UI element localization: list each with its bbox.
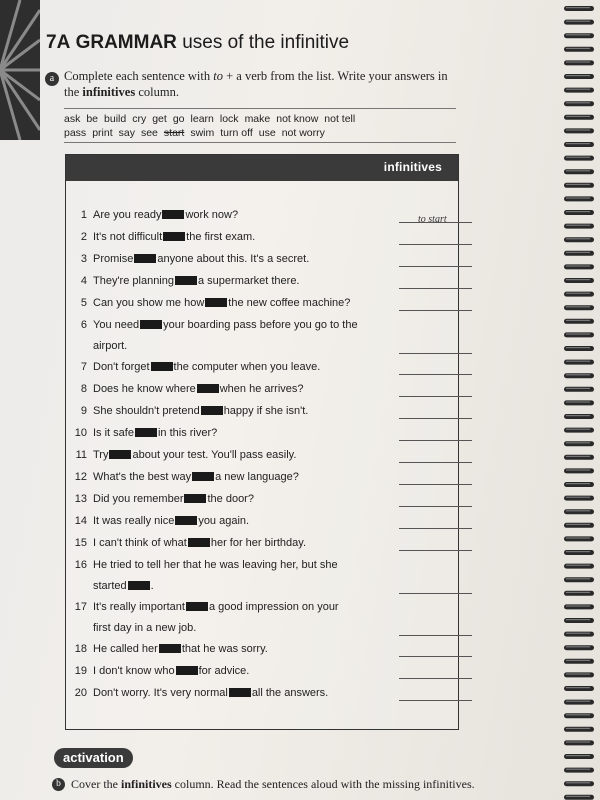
spiral-coil-highlight (566, 252, 590, 253)
instr-a-infinitives: infinitives (82, 85, 136, 99)
exercise-b-badge: b (52, 778, 65, 791)
spiral-coil (564, 305, 594, 310)
word-list-top-rule (64, 108, 456, 109)
spiral-coil-highlight (566, 660, 590, 661)
item-number: 18 (74, 643, 87, 655)
answer-line[interactable] (399, 396, 472, 397)
item-sentence (93, 293, 359, 314)
word-option: build (104, 113, 127, 125)
spiral-coil-highlight (566, 197, 590, 198)
redacted-blank (229, 688, 251, 697)
spiral-coil (564, 428, 594, 433)
word-option: pass (64, 127, 87, 139)
word-option: see (140, 127, 158, 139)
spiral-coil-highlight (566, 592, 590, 593)
answer-line[interactable] (399, 700, 472, 701)
spiral-coil (564, 645, 594, 650)
redacted-blank (163, 232, 185, 241)
sentence-part: Don't forget (93, 361, 150, 373)
answer-line[interactable] (399, 353, 472, 354)
sentence-part: the new coffee machine? (228, 297, 351, 309)
item-number: 8 (80, 383, 87, 395)
item-number: 10 (74, 427, 87, 439)
spiral-coil-highlight (566, 469, 590, 470)
word-option: swim (190, 127, 215, 139)
item-number: 9 (80, 405, 87, 417)
spiral-coil (564, 251, 594, 256)
spiral-coil-highlight (566, 741, 590, 742)
spiral-coil (564, 700, 594, 705)
item-sentence (93, 401, 359, 422)
spiral-coil (564, 292, 594, 297)
spiral-coil-highlight (566, 265, 590, 266)
sentence-part: Did you remember (93, 493, 184, 505)
spiral-coil (564, 768, 594, 773)
sentence-part: a new language? (215, 471, 299, 483)
item-number: 19 (74, 665, 87, 677)
spiral-coil (564, 604, 594, 609)
spiral-coil-highlight (566, 578, 590, 579)
title-code: 7A (46, 32, 71, 53)
redacted-blank (176, 666, 198, 675)
spiral-coil-highlight (566, 769, 590, 770)
exercise-a-badge: a (45, 72, 59, 86)
sentence-part: when he arrives? (219, 383, 304, 395)
answer-line[interactable] (399, 418, 472, 419)
answer-line[interactable] (399, 678, 472, 679)
word-option: start (163, 127, 185, 139)
word-option: make (244, 113, 271, 125)
item-sentence (93, 511, 359, 532)
instr-a-part: Complete each sentence with (64, 69, 214, 83)
spiral-coil-highlight (566, 21, 590, 22)
spiral-coil (564, 509, 594, 514)
word-option: turn off (220, 127, 253, 139)
spiral-coil-highlight (566, 143, 590, 144)
sentence-part: in this river? (157, 427, 218, 439)
item-sentence (93, 249, 359, 270)
spiral-coil-highlight (566, 61, 590, 62)
spiral-coil (564, 60, 594, 65)
word-option: be (86, 113, 99, 125)
item-sentence (93, 379, 359, 400)
spiral-coil-highlight (566, 701, 590, 702)
word-list-bottom-rule (64, 142, 456, 143)
item-sentence (93, 271, 359, 292)
spiral-coil (564, 88, 594, 93)
sentence-part: Promise (93, 253, 134, 265)
sentence-part: for advice. (198, 665, 250, 677)
word-option: not worry (281, 127, 325, 139)
sentence-part: It was really nice (93, 515, 175, 527)
instr-a-to: to (213, 69, 223, 83)
answer-line[interactable] (399, 440, 472, 441)
spiral-coil-highlight (566, 116, 590, 117)
spiral-coil-highlight (566, 170, 590, 171)
spiral-coil (564, 591, 594, 596)
sentence-part: a good impression on your first day in a new job. (93, 601, 339, 634)
redacted-blank (109, 450, 131, 459)
spiral-coil-highlight (566, 442, 590, 443)
spiral-coil-highlight (566, 415, 590, 416)
redacted-blank (135, 428, 157, 437)
spiral-coil (564, 577, 594, 582)
item-number: 13 (74, 493, 87, 505)
redacted-blank (175, 276, 197, 285)
spiral-coil (564, 400, 594, 405)
spiral-coil (564, 319, 594, 324)
spiral-coil-highlight (566, 551, 590, 552)
spiral-coil (564, 713, 594, 718)
item-sentence (93, 227, 359, 248)
spiral-coil-highlight (566, 7, 590, 8)
sentence-part: the first exam. (186, 231, 256, 243)
item-number: 1 (80, 209, 87, 221)
exercise-a-instruction (64, 68, 459, 100)
item-number: 6 (80, 319, 87, 331)
item-sentence (93, 205, 359, 226)
redacted-blank (201, 406, 223, 415)
redacted-blank (175, 516, 197, 525)
spiral-coil-highlight (566, 225, 590, 226)
spiral-coil-highlight (566, 782, 590, 783)
answer-line[interactable] (399, 635, 472, 636)
spiral-coil (564, 618, 594, 623)
sentence-part: Is it safe (93, 427, 134, 439)
spiral-coil (564, 795, 594, 800)
answer-line[interactable] (399, 266, 472, 267)
sentence-part: all the answers. (251, 687, 329, 699)
answer-line[interactable] (399, 462, 472, 463)
spiral-coil (564, 781, 594, 786)
redacted-blank (184, 494, 206, 503)
word-option: say (118, 127, 135, 139)
redacted-blank (162, 210, 184, 219)
redacted-blank (134, 254, 156, 263)
sentence-part: happy if she isn't. (223, 405, 309, 417)
exercise-b-instruction (71, 777, 475, 792)
title-bold: GRAMMAR (75, 32, 177, 53)
spiral-coil-highlight (566, 293, 590, 294)
word-option: cry (132, 113, 147, 125)
activation-label: activation (54, 748, 133, 768)
spiral-coil (564, 169, 594, 174)
sentence-part: I don't know who (93, 665, 175, 677)
word-option: print (92, 127, 113, 139)
word-list-row-2 (64, 127, 331, 139)
spiral-coil (564, 754, 594, 759)
spiral-coil-highlight (566, 687, 590, 688)
spiral-coil-highlight (566, 374, 590, 375)
answer-line[interactable] (399, 310, 472, 311)
spiral-coil-highlight (566, 524, 590, 525)
spiral-coil-highlight (566, 605, 590, 606)
spiral-coil-highlight (566, 646, 590, 647)
spiral-coil-highlight (566, 388, 590, 389)
answer-line[interactable] (399, 506, 472, 507)
sentence-part: the computer when you leave. (173, 361, 321, 373)
spiral-coil-highlight (566, 89, 590, 90)
redacted-blank (192, 472, 214, 481)
item-number: 17 (74, 601, 87, 613)
spiral-coil-highlight (566, 48, 590, 49)
item-number: 14 (74, 515, 87, 527)
word-list-row-1 (64, 113, 361, 125)
redacted-blank (140, 320, 162, 329)
spiral-coil-highlight (566, 728, 590, 729)
sentence-part: your boarding pass before you go to the airport. (93, 319, 358, 352)
spiral-coil-highlight (566, 211, 590, 212)
spiral-coil (564, 740, 594, 745)
spiral-coil (564, 210, 594, 215)
spiral-binding (556, 0, 600, 800)
answer-line[interactable] (399, 550, 472, 551)
sentence-part: anyone about this. It's a secret. (157, 253, 310, 265)
item-sentence (93, 683, 359, 704)
spiral-coil (564, 387, 594, 392)
spiral-coil (564, 523, 594, 528)
item-sentence (93, 661, 359, 682)
sentence-part: He called her (93, 643, 158, 655)
spiral-coil-highlight (566, 497, 590, 498)
spiral-coil (564, 659, 594, 664)
instr-b-infinitives: infinitives (121, 777, 172, 791)
spiral-coil-highlight (566, 456, 590, 457)
item-number: 16 (74, 559, 87, 571)
answer-line[interactable] (399, 374, 472, 375)
answer-line[interactable] (399, 528, 472, 529)
sentence-part: . (150, 580, 154, 592)
item-number: 20 (74, 687, 87, 699)
spiral-coil (564, 414, 594, 419)
spiral-coil (564, 496, 594, 501)
word-option: get (152, 113, 167, 125)
item-sentence (93, 423, 359, 444)
spiral-coil-highlight (566, 510, 590, 511)
sentence-part: that he was sorry. (181, 643, 268, 655)
exercise-table (65, 154, 459, 730)
item-number: 11 (75, 449, 87, 461)
sentence-part: It's really important (93, 601, 185, 613)
spiral-coil-highlight (566, 184, 590, 185)
sentence-part: the door? (207, 493, 254, 505)
spiral-coil (564, 482, 594, 487)
spiral-coil (564, 115, 594, 120)
spiral-coil (564, 224, 594, 229)
sentence-part: Don't worry. It's very normal (93, 687, 228, 699)
spiral-coil (564, 564, 594, 569)
spiral-coil (564, 346, 594, 351)
spiral-coil-highlight (566, 755, 590, 756)
sentence-part: Try (93, 449, 109, 461)
spiral-coil-highlight (566, 34, 590, 35)
sentence-part: Does he know where (93, 383, 196, 395)
sentence-part: She shouldn't pretend (93, 405, 200, 417)
item-sentence (93, 597, 359, 639)
spiral-coil (564, 183, 594, 188)
spiral-coil-highlight (566, 157, 590, 158)
sentence-part: about your test. You'll pass easily. (132, 449, 297, 461)
item-sentence (93, 315, 359, 357)
spiral-coil-highlight (566, 129, 590, 130)
instr-a-part: + a verb from the list. Write your answers in the (64, 69, 448, 99)
spiral-coil (564, 550, 594, 555)
spiral-coil (564, 686, 594, 691)
redacted-blank (186, 602, 208, 611)
spiral-coil (564, 101, 594, 106)
spiral-coil (564, 672, 594, 677)
answer-line[interactable] (399, 656, 472, 657)
page-title (46, 32, 349, 54)
redacted-blank (205, 298, 227, 307)
item-sentence (93, 533, 359, 554)
spiral-coil (564, 278, 594, 283)
instr-b-part: column. Read the sentences aloud with the missing infinitives. (171, 777, 475, 791)
spiral-coil (564, 332, 594, 337)
word-option: ask (64, 113, 81, 125)
sentence-part: I can't think of what (93, 537, 187, 549)
item-sentence (93, 639, 359, 660)
sentence-part: work now? (185, 209, 239, 221)
spiral-coil (564, 360, 594, 365)
spiral-coil (564, 455, 594, 460)
redacted-blank (151, 362, 173, 371)
spiral-coil-highlight (566, 75, 590, 76)
item-number: 4 (80, 275, 87, 287)
spiral-coil (564, 128, 594, 133)
sentence-part: You need (93, 319, 140, 331)
word-option: learn (190, 113, 214, 125)
spiral-coil-highlight (566, 537, 590, 538)
spiral-coil-highlight (566, 619, 590, 620)
spiral-coil-highlight (566, 306, 590, 307)
spiral-coil (564, 373, 594, 378)
example-answer: to start (418, 214, 447, 225)
answer-line[interactable] (399, 288, 472, 289)
spiral-coil-highlight (566, 238, 590, 239)
item-number: 3 (80, 253, 87, 265)
sentence-part: you again. (198, 515, 250, 527)
word-option: not tell (324, 113, 356, 125)
item-number: 15 (74, 537, 87, 549)
instr-b-part: Cover the (71, 777, 121, 791)
spiral-coil (564, 536, 594, 541)
redacted-blank (159, 644, 181, 653)
spiral-coil-highlight (566, 429, 590, 430)
spiral-coil-highlight (566, 279, 590, 280)
answer-line[interactable] (399, 484, 472, 485)
spiral-coil-highlight (566, 714, 590, 715)
spiral-coil (564, 6, 594, 11)
item-sentence (93, 489, 359, 510)
redacted-blank (188, 538, 210, 547)
table-header-bar (66, 155, 458, 181)
item-number: 12 (74, 471, 87, 483)
spiral-coil-highlight (566, 102, 590, 103)
spiral-coil-highlight (566, 633, 590, 634)
word-option: use (258, 127, 276, 139)
word-option: go (172, 113, 185, 125)
sentence-part: Are you ready (93, 209, 162, 221)
spiral-coil-highlight (566, 673, 590, 674)
spiral-coil-highlight (566, 320, 590, 321)
word-option: lock (219, 113, 239, 125)
item-number: 7 (80, 361, 87, 373)
spiral-coil-highlight (566, 401, 590, 402)
sentence-part: It's not difficult (93, 231, 163, 243)
redacted-blank (128, 581, 150, 590)
answer-line[interactable] (399, 244, 472, 245)
spiral-coil (564, 264, 594, 269)
spiral-coil (564, 196, 594, 201)
spiral-coil (564, 33, 594, 38)
sentence-part: What's the best way (93, 471, 192, 483)
redacted-blank (197, 384, 219, 393)
item-sentence (93, 445, 359, 466)
infinitives-column-header: infinitives (383, 160, 442, 174)
item-sentence (93, 357, 359, 378)
sentence-part: a supermarket there. (198, 275, 300, 287)
spiral-coil (564, 441, 594, 446)
spiral-coil-highlight (566, 565, 590, 566)
spiral-coil (564, 142, 594, 147)
spiral-coil (564, 47, 594, 52)
spiral-coil (564, 20, 594, 25)
item-sentence (93, 467, 359, 488)
instr-a-part: column. (135, 85, 179, 99)
spiral-coil (564, 237, 594, 242)
sentence-part: her for her birthday. (210, 537, 307, 549)
item-number: 5 (80, 297, 87, 309)
spiral-coil-highlight (566, 333, 590, 334)
sentence-part: Can you show me how (93, 297, 205, 309)
item-sentence (93, 555, 359, 597)
spiral-coil (564, 632, 594, 637)
spiral-coil-highlight (566, 347, 590, 348)
spiral-coil (564, 468, 594, 473)
sentence-part: He tried to tell her that he was leaving her, but she started (93, 559, 338, 592)
item-number: 2 (80, 231, 87, 243)
spiral-coil (564, 156, 594, 161)
word-option: not know (276, 113, 319, 125)
spiral-coil (564, 74, 594, 79)
title-rest: uses of the infinitive (182, 32, 350, 53)
spiral-coil-highlight (566, 361, 590, 362)
spiral-coil-highlight (566, 796, 590, 797)
answer-line[interactable] (399, 593, 472, 594)
sentence-part: They're planning (93, 275, 174, 287)
spiral-coil-highlight (566, 483, 590, 484)
spiral-coil (564, 727, 594, 732)
